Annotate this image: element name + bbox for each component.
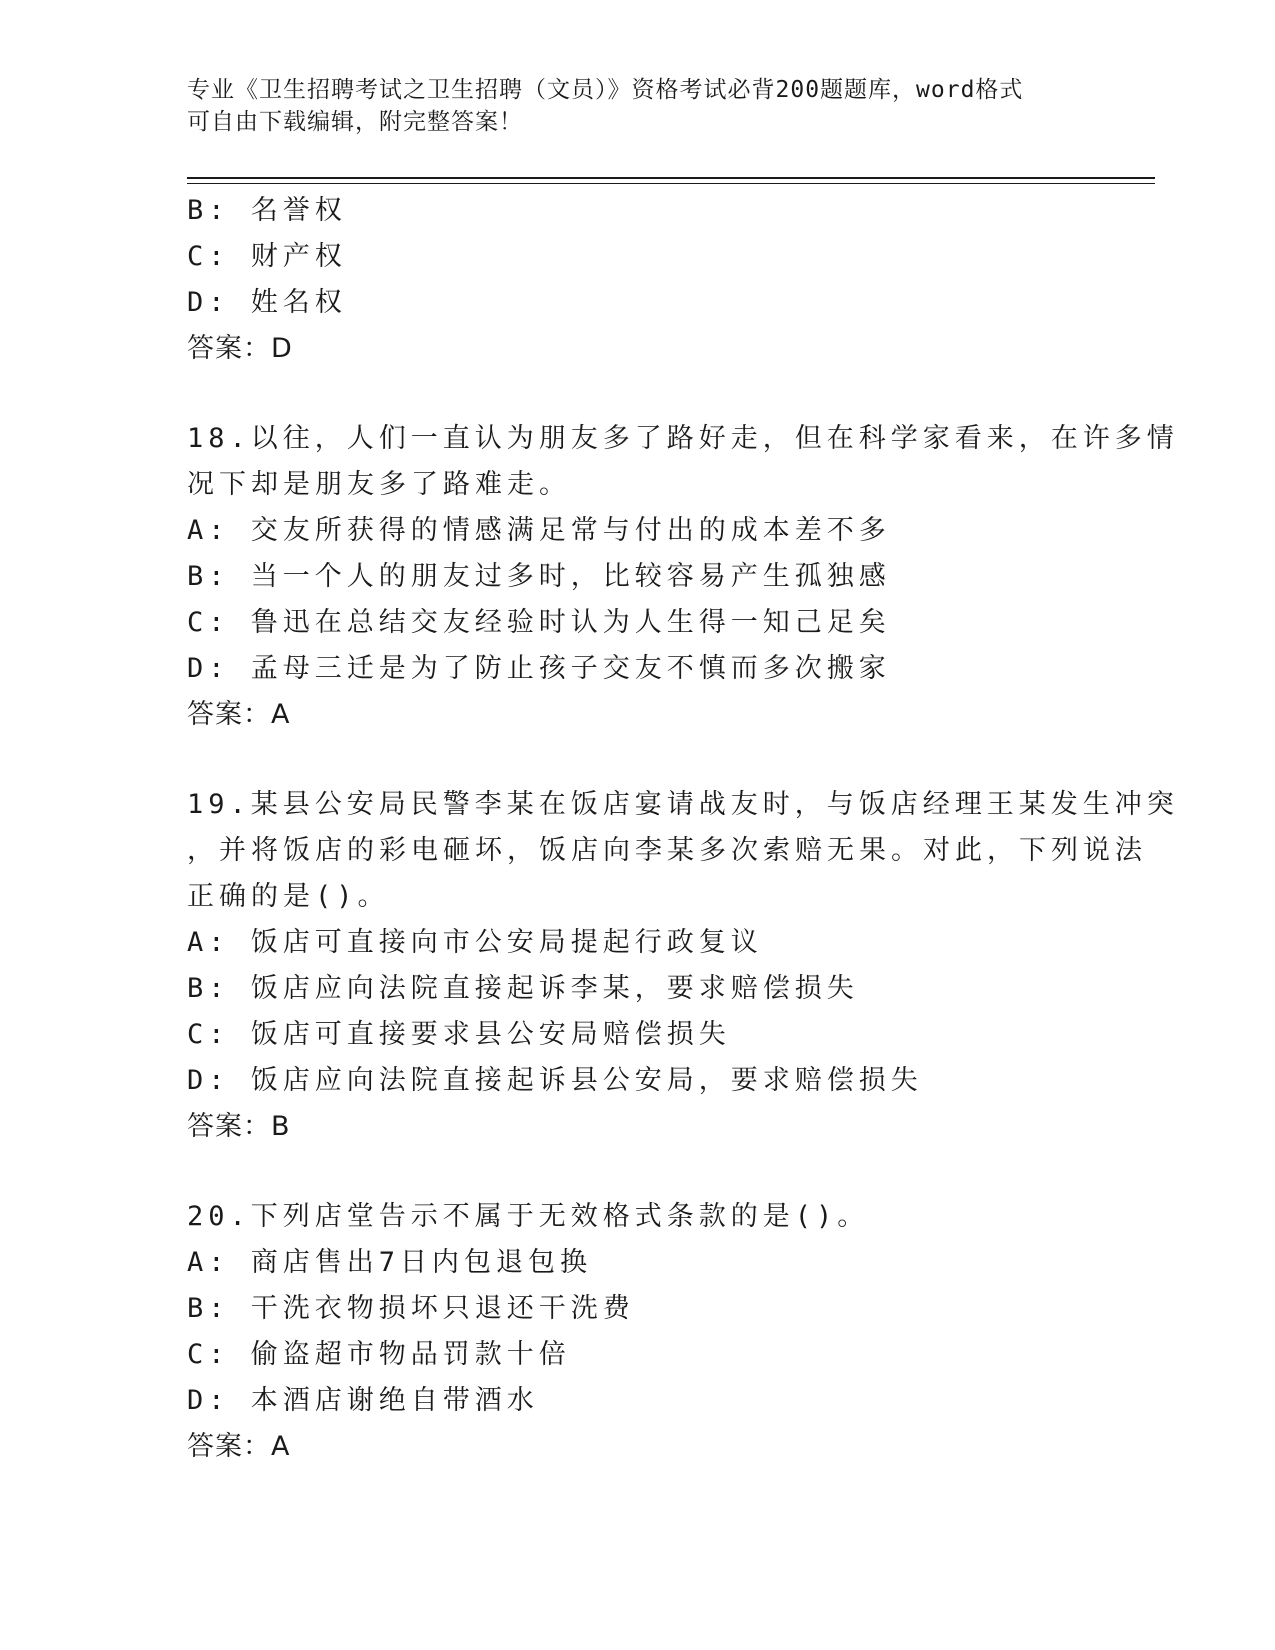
question-stem: 正确的是()。 (187, 881, 390, 912)
question-list (187, 188, 1179, 1470)
question-19 (187, 782, 1179, 1150)
option-d: D: 孟母三迁是为了防止孩子交友不慎而多次搬家 (187, 653, 891, 684)
header-line-2: 可自由下载编辑，附完整答案！ (187, 109, 523, 135)
spacer (187, 738, 1155, 782)
option-d: D: 本酒店谢绝自带酒水 (187, 1385, 539, 1416)
question-stem: 20.下列店堂告示不属于无效格式条款的是()。 (187, 1201, 870, 1232)
option-b: B: 当一个人的朋友过多时，比较容易产生孤独感 (187, 561, 891, 592)
question-stem: 况下却是朋友多了路难走。 (187, 469, 571, 500)
header-line-1: 专业《卫生招聘考试之卫生招聘（文员）》资格考试必背200题题库，word格式 (187, 77, 1024, 103)
option-d: D: 姓名权 (187, 287, 347, 318)
question-stem: 19.某县公安局民警李某在饭店宴请战友时，与饭店经理王某发生冲突 (187, 789, 1179, 820)
answer: 答案：A (187, 1431, 291, 1462)
answer: 答案：D (187, 333, 293, 364)
question-18 (187, 416, 1179, 738)
question-20 (187, 1194, 1155, 1470)
option-a: A: 交友所获得的情感满足常与付出的成本差不多 (187, 515, 891, 546)
option-b: B: 名誉权 (187, 195, 347, 226)
option-b: B: 干洗衣物损坏只退还干洗费 (187, 1293, 635, 1324)
spacer (187, 1150, 1155, 1194)
question-17 (187, 188, 1155, 372)
option-d: D: 饭店应向法院直接起诉县公安局，要求赔偿损失 (187, 1065, 923, 1096)
option-c: C: 偷盗超市物品罚款十倍 (187, 1339, 571, 1370)
option-a: A: 商店售出7日内包退包换 (187, 1247, 593, 1278)
option-b: B: 饭店应向法院直接起诉李某，要求赔偿损失 (187, 973, 859, 1004)
header-divider-thin (187, 183, 1155, 184)
question-stem: ，并将饭店的彩电砸坏，饭店向李某多次索赔无果。对此，下列说法 (187, 835, 1147, 866)
option-c: C: 鲁迅在总结交友经验时认为人生得一知己足矣 (187, 607, 891, 638)
option-c: C: 饭店可直接要求县公安局赔偿损失 (187, 1019, 731, 1050)
answer: 答案：B (187, 1111, 291, 1142)
document-header (187, 74, 1087, 138)
header-divider-thick (187, 177, 1155, 179)
option-a: A: 饭店可直接向市公安局提起行政复议 (187, 927, 763, 958)
spacer (187, 372, 1155, 416)
question-stem: 18.以往，人们一直认为朋友多了路好走，但在科学家看来，在许多情 (187, 423, 1179, 454)
option-c: C: 财产权 (187, 241, 347, 272)
answer: 答案：A (187, 699, 291, 730)
